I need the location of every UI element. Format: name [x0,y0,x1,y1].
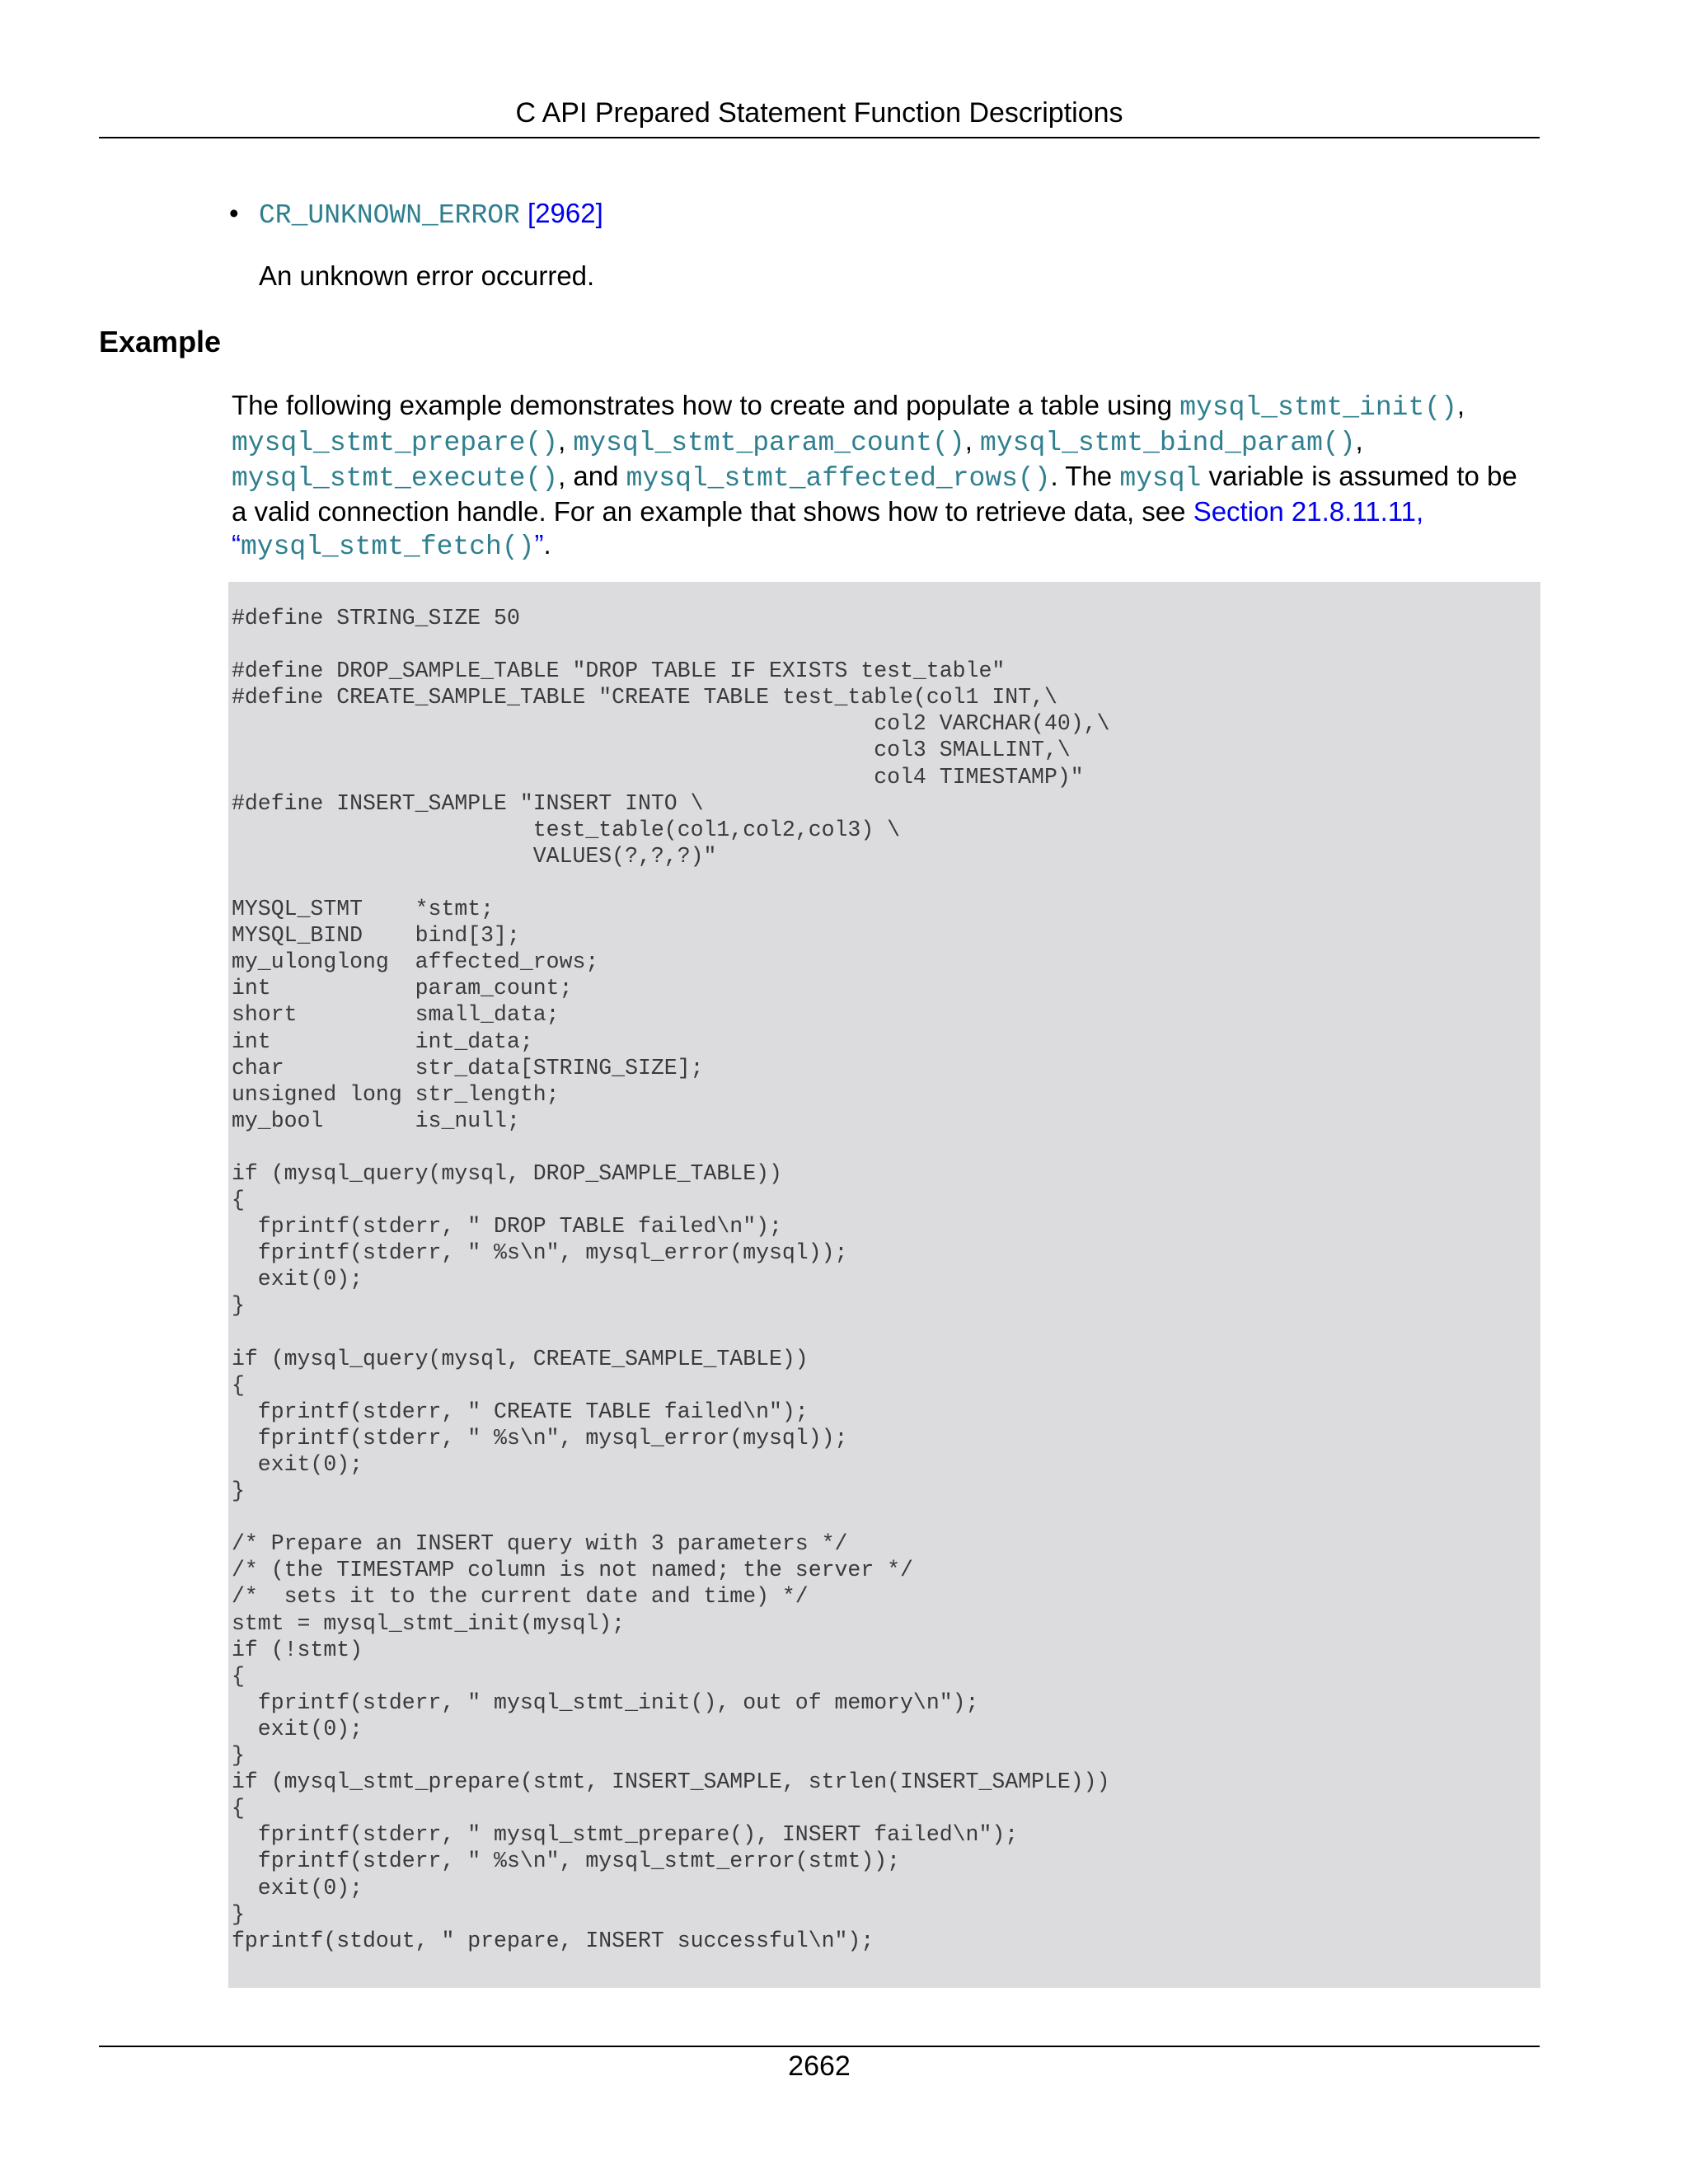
bullet-icon: • [229,198,239,228]
page-header-title: C API Prepared Statement Function Descriptions [515,97,1123,129]
section-xref-label: Section 21.8.11.11, [1193,496,1424,527]
intro-separator: , [1355,425,1363,456]
fn-link-stmt-affected-rows[interactable]: mysql_stmt_affected_rows() [626,463,1051,494]
error-list-item [229,194,603,235]
intro-text: The following example demonstrates how to create and populate a table using [232,390,1180,420]
fn-link-stmt-execute[interactable]: mysql_stmt_execute() [232,463,559,494]
error-description: An unknown error occurred. [259,260,595,291]
intro-text: . [543,529,551,560]
section-heading: Example [99,325,222,359]
intro-separator: , and [558,461,626,491]
error-code-link[interactable]: CR_UNKNOWN_ERROR [259,200,520,231]
fn-link-stmt-bind-param[interactable]: mysql_stmt_bind_param() [980,428,1356,458]
fn-link-stmt-init[interactable]: mysql_stmt_init() [1179,392,1457,423]
quote-close: ” [534,529,544,560]
var-link-mysql[interactable]: mysql [1119,463,1202,494]
intro-separator: , [964,425,981,456]
fn-link-stmt-param-count[interactable]: mysql_stmt_param_count() [573,428,965,458]
code-example-block: #define STRING_SIZE 50 #define DROP_SAMPLE_TABLE "DROP TABLE IF EXISTS test_table" #define CREATE_SAMPLE_TABLE "CREATE TABLE test_table(col1 INT,\ col2 VARCHAR(40),\ col3 SMALLINT,\ col4 TIMESTAMP)" #define INSERT_SAMPLE "INSERT INTO \ test_table(col1,col2,col3) \ VALUES(?,?,?)" MYSQL_STMT *stmt; MYSQL_BIND bind[3]; my_ulonglong affected_rows; int param_count; short small_data; int int_data; char str_data[STRING_SIZE]; unsigned long str_length; my_bool is_null; if (mysql_query(mysql, DROP_SAMPLE_TABLE)) { fprintf(stderr, " DROP TABLE failed\n"); fprintf(stderr, " %s\n", mysql_error(mysql)); exit(0); } if (mysql_query(mysql, CREATE_SAMPLE_TABLE)) { fprintf(stderr, " CREATE TABLE failed\n"); fprintf(stderr, " %s\n", mysql_error(mysql)); exit(0); } /* Prepare an INSERT query with 3 parameters */ /* (the TIMESTAMP column is not named; the server */ /* sets it to the current date and time) */ stmt = mysql_stmt_init(mysql); if (!stmt) { fprintf(stderr, " mysql_stmt_init(), out of memory\n"); exit(0); } if (mysql_stmt_prepare(stmt, INSERT_SAMPLE, strlen(INSERT_SAMPLE))) { fprintf(stderr, " mysql_stmt_prepare(), INSERT failed\n"); fprintf(stderr, " %s\n", mysql_stmt_error(stmt)); exit(0); } fprintf(stdout, " prepare, INSERT successful\n"); [228,582,1540,1988]
intro-separator: , [1456,390,1465,420]
error-ref-link[interactable]: [2962] [528,198,603,228]
intro-separator: , [558,425,574,456]
fn-link-stmt-prepare[interactable]: mysql_stmt_prepare() [232,428,559,458]
intro-text: . The [1050,461,1120,491]
header-divider [99,137,1540,138]
quote-open: “ [232,529,241,560]
page-number: 2662 [788,2050,851,2082]
intro-text: variable is assumed to be a valid connection handle. For an example that shows how to retrieve data, see [232,461,1517,527]
intro-paragraph [232,389,1517,564]
xref-fn-stmt-fetch: mysql_stmt_fetch() [241,532,535,562]
